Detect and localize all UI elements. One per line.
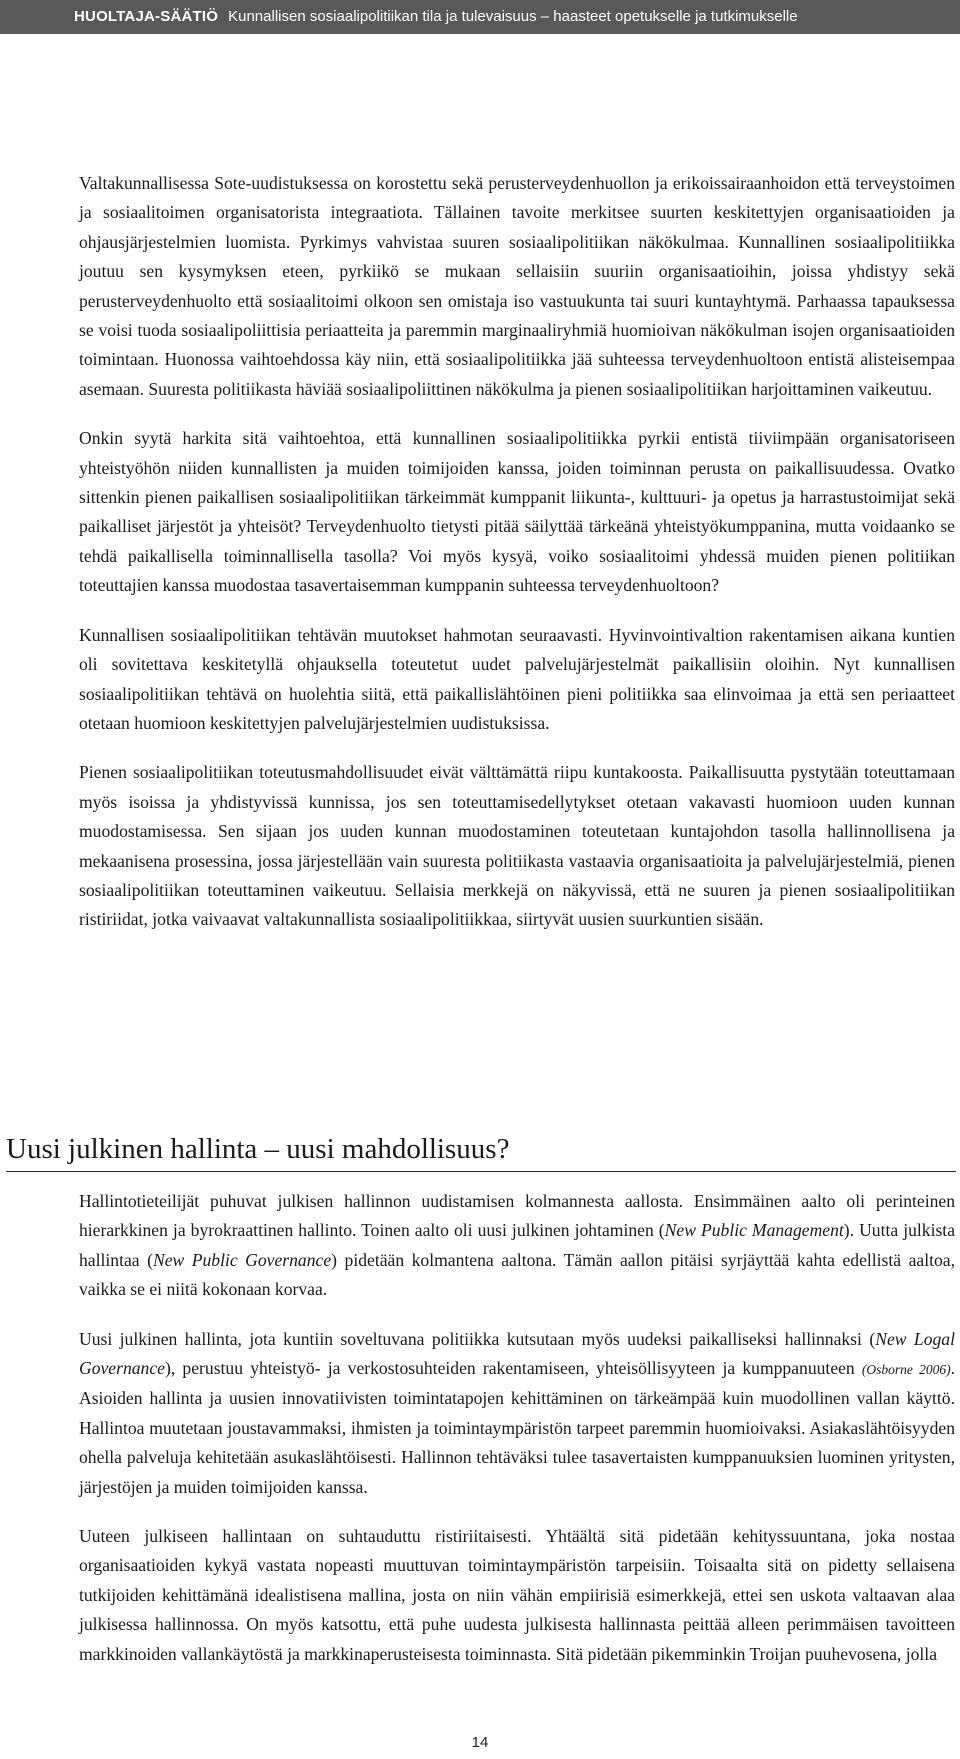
running-header bbox=[0, 0, 960, 34]
citation: (Osborne 2006) bbox=[861, 1362, 951, 1378]
paragraph-4: Pienen sosiaalipolitiikan toteutusmahdollisuudet eivät välttämättä riipu kuntakoosta. Paikallisuutta pystytään toteuttamaan myös isoissa ja yhdistyvissä kunnissa, jos sen toteuttamisedellytykset otetaan vakavasti huomioon uuden kunnan muodostamisessa. Sen sijaan jos uuden kunnan muodostaminen toteutetaan kuntajohdon tasolla hallinnollisena ja mekaanisena prosessina, jossa järjestellään vain suuresta politiikasta vastaavia organisaatioita ja palvelujärjestelmiä, pienen sosiaalipolitiikan toteuttaminen vaikeutuu. Sellaisia merkkejä on näkyvissä, että ne suuren ja pienen sosiaalipolitiikan ristiriidat, jotka vaivaavat valtakunnallista sosiaalipolitiikkaa, siirtyvät uusien suurkuntien sisään. bbox=[79, 762, 955, 930]
paragraph-1: Valtakunnallisessa Sote-uudistuksessa on korostettu sekä perusterveydenhuollon ja erikoissairaanhoidon että terveystoimen ja sosiaalitoimen organisatorista integraatiota. Tällainen tavoite merkitsee suurten keskitettyjen organisaatioiden ja ohjausjärjestelmien luomista. Pyrkimys vahvistaa suuren sosiaalipolitiikan näkökulmaa. Kunnallinen sosiaalipolitiikka joutuu sen kysymyksen eteen, pyrkiikö se mukaan sellaisiin suuriin organisaatioihin, joissa yhdistyy sekä perusterveydenhuolto että sosiaalitoimi olkoon sen omistaja iso vastuukunta tai suuri kuntayhtymä. Parhaassa tapauksessa se voisi tuoda sosiaalipoliittisia periaatteita ja paremmin marginaaliryhmiä huomioivan näkökulman isojen organisaatioiden toimintaan. Huonossa vaihtoehdossa käy niin, että sosiaalipolitiikka jää suhteessa terveydenhuoltoon entistä alisteisempaa asemaan. Suuresta politiikasta häviää sosiaalipoliittinen näkökulma ja pienen sosiaalipolitiikan harjoittaminen vaikeutuu. bbox=[79, 173, 955, 399]
section-paragraph-2: Uusi julkinen hallinta, jota kuntiin soveltuvana politiikka kutsutaan myös uudeksi paikalliseksi hallinnaksi (New Logal Governance), perustuu yhteistyö- ja verkostosuhteiden rakentamiseen, yhteisöllisyyteen ja kumppanuuteen (Osborne 2006). Asioiden hallinta ja uusien innovatiivisten toimintatapojen kehittäminen on tärkeämpää kuin muodollinen vallan käyttö. Hallintoa muutetaan joustavammaksi, ihmisten ja toimintaympäristön tarpeet paremmin huomioivaksi. Asiakaslähtöisyyden ohella palveluja kehitetään asukaslähtöisesti. Hallinnon tehtäväksi tulee tasavertaisten kumppanuuksien luominen yritysten, järjestöjen ja muiden toimijoiden kanssa. bbox=[79, 1328, 955, 1497]
term-new-logal-governance: New Logal Governance bbox=[79, 1328, 955, 1379]
paragraph-3: Kunnallisen sosiaalipolitiikan tehtävän muutokset hahmotan seuraavasti. Hyvinvointivaltion rakentamisen aikana kuntien oli sovitettava keskitetyllä ohjauksella toteutetut uudet palvelujärjestelmät paikallisiin oloihin. Nyt kunnallisen sosiaalipolitiikan tehtävä on huolehtia siitä, että paikallislähtöinen pieni politiikka saa elinvoimaa ja että sen periaatteet otetaan huomioon keskitettyjen palvelujärjestelmien uudistuksissa. bbox=[79, 624, 955, 733]
page-number: 14 bbox=[471, 1734, 489, 1751]
section-paragraph-3: Uuteen julkiseen hallintaan on suhtauduttu ristiriitaisesti. Yhtäältä sitä pidetään kehityssuuntana, joka nostaa organisaatioiden kykyä vastata nopeasti muuttuvan toimintaympäristön tarpeisiin. Toisaalta sitä on pidetty sellaisena tutkijoiden kehittämänä idealistisena mallina, josta on niin vähän empiirisiä esimerkkejä, ettei sen uskota valtaavan alaa julkisessa hallinnossa. On myös katsottu, että puhe uudesta julkisesta hallinnasta peittää alleen perimmäisen tavoitteen markkinoiden vallankäytöstä ja markkinaperusteisesta toiminnasta. Sitä pidetään pikemminkin Troijan puuhevosena, jolla bbox=[79, 1526, 955, 1664]
section-heading: Uusi julkinen hallinta – uusi mahdollisuus? bbox=[6, 1129, 956, 1172]
header-org: HUOLTAJA-SÄÄTIÖ bbox=[74, 8, 219, 25]
header-subtitle: Kunnallisen sosiaalipolitiikan tila ja tulevaisuus – haasteet opetukselle ja tutkimukselle bbox=[228, 8, 798, 25]
paragraph-2: Onkin syytä harkita sitä vaihtoehtoa, että kunnallinen sosiaalipolitiikka pyrkii entistä tiiviimpään organisatoriseen yhteistyöhön niiden kunnallisten ja muiden toimijoiden kanssa, joiden toiminnan perusta on paikallisuudessa. Ovatko sittenkin pienen paikallisen sosiaalipolitiikan tärkeimmät kumppanit liikunta-, kulttuuri- ja opetus ja harrastustoimijat sekä paikalliset järjestöt ja yhteisöt? Terveydenhuolto tietysti pitää säilyttää tärkeänä yhteistyökumppanina, mutta voidaanko se tehdä paikallisella toiminnallisella tasolla? Voi myös kysyä, voiko sosiaalitoimi yhdessä muiden pienen politiikan toteuttajien kanssa muodostaa tasavertaisemman kumppanin suhteessa terveydenhuoltoon? bbox=[79, 428, 955, 596]
body-text-section bbox=[79, 1187, 955, 1689]
body-text-top bbox=[79, 169, 955, 955]
term-new-public-management: New Public Management bbox=[664, 1220, 844, 1241]
section-paragraph-1: Hallintotieteilijät puhuvat julkisen hallinnon uudistamisen kolmannesta aallosta. Ensimmäinen aalto oli perinteinen hierarkkinen ja byrokraattinen hallinto. Toinen aalto oli uusi julkinen johtaminen (New Public Management). Uutta julkista hallintaa (New Public Governance) pidetään kolmantena aaltona. Tämän aallon pitäisi syrjäyttää kahta edellistä aaltoa, vaikka se ei niitä kokonaan korvaa. bbox=[79, 1191, 955, 1300]
term-new-public-governance: New Public Governance bbox=[152, 1249, 332, 1270]
